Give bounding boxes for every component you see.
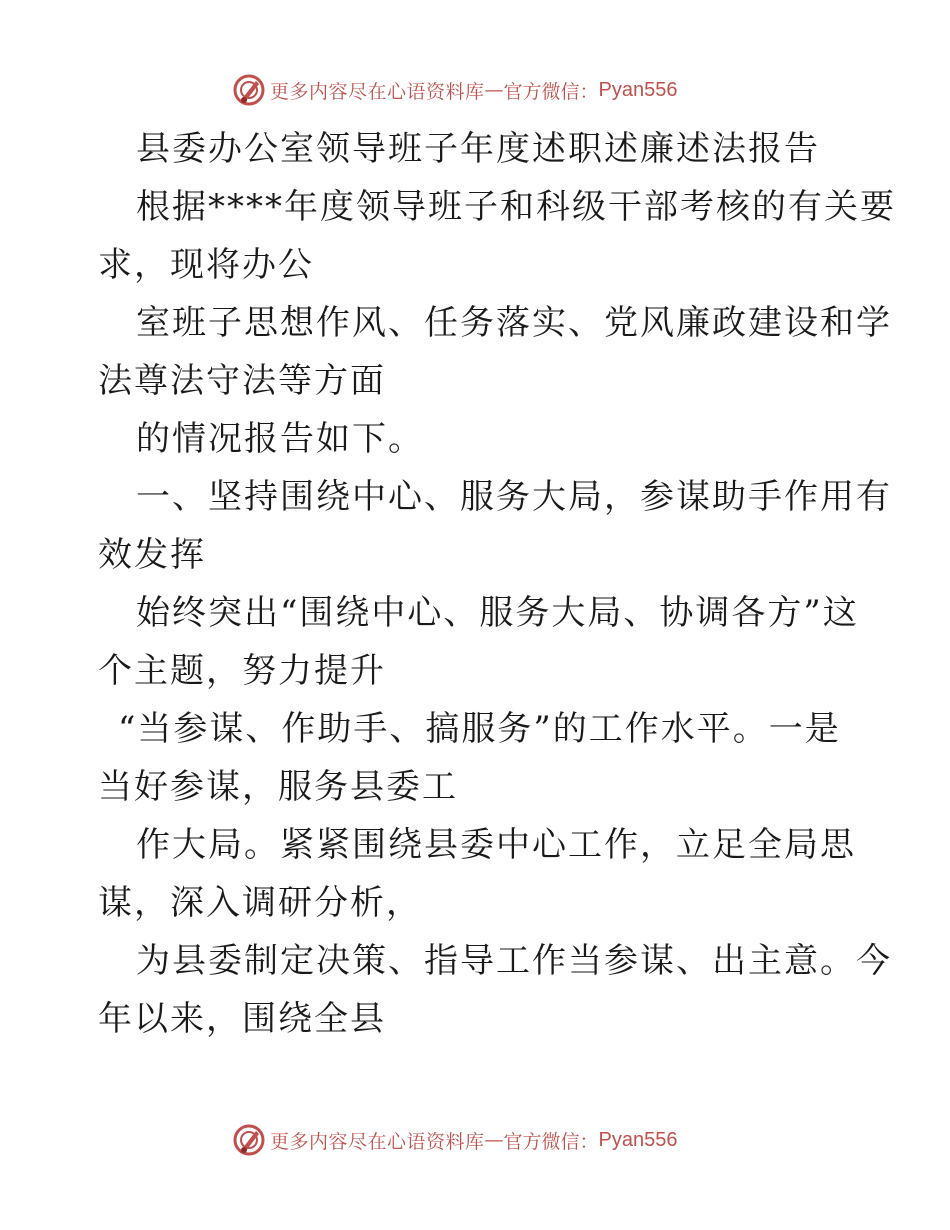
footer-watermark — [232, 1120, 678, 1160]
text-line: 求，现将办公 — [98, 245, 314, 285]
watermark-text: 更多内容尽在心语资料库 — [270, 1130, 485, 1153]
text-line: 法尊法守法等方面 — [98, 361, 386, 401]
text-line: 谋，深入调研分析， — [98, 883, 422, 923]
text-line: 作大局。紧紧围绕县委中心工作，立足全局思 — [136, 825, 856, 865]
section-heading: 一、坚持围绕中心、服务大局，参谋助手作用有 — [136, 477, 892, 517]
pen-logo-icon — [232, 73, 266, 107]
document-title: 县委办公室领导班子年度述职述廉述法报告 — [136, 129, 820, 169]
text-line: 的情况报告如下。 — [136, 419, 424, 459]
text-line: 室班子思想作风、任务落实、党风廉政建设和学 — [136, 303, 892, 343]
text-line: 为县委制定决策、指导工作当参谋、出主意。今 — [136, 941, 892, 981]
pen-logo-icon — [232, 1123, 266, 1157]
header-watermark — [232, 70, 678, 110]
text-line: “当参谋、作助手、搞服务”的工作水平。一是 — [118, 709, 841, 749]
section-heading-cont: 效发挥 — [98, 535, 206, 575]
watermark-id: Pyan556 — [598, 78, 678, 101]
watermark-id: Pyan556 — [598, 1128, 678, 1151]
watermark-text: 更多内容尽在心语资料库 — [270, 80, 485, 103]
text-line: 年以来，围绕全县 — [98, 999, 386, 1039]
text-line: 当好参谋，服务县委工 — [98, 767, 458, 807]
watermark-dash: — — [484, 79, 504, 101]
text-line: 始终突出“围绕中心、服务大局、协调各方”这 — [136, 593, 859, 633]
text-line: 个主题，努力提升 — [98, 651, 386, 691]
watermark-dash: — — [484, 1129, 504, 1151]
watermark-label: 官方微信： — [503, 80, 599, 103]
document-body — [98, 120, 896, 1048]
watermark-label: 官方微信： — [503, 1130, 599, 1153]
text-line: 根据****年度领导班子和科级干部考核的有关要 — [136, 187, 896, 227]
